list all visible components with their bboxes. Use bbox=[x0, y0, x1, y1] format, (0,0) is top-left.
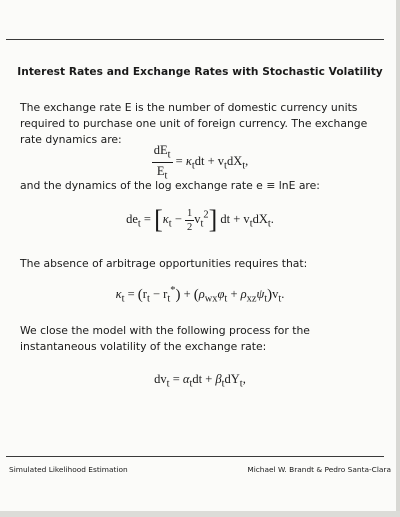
equation-log-exchange-rate-dynamics: $de_t = [\kappa_t$ − $\frac{1}{2}$ $v_t^2$] dt + $v_tdX_t$. bbox=[126, 205, 274, 234]
bottom-rule bbox=[6, 456, 384, 457]
paragraph-no-arbitrage: The absence of arbitrage opportunities requires that: bbox=[20, 257, 308, 270]
page-bottom-shadow bbox=[0, 511, 400, 517]
equation-volatility-process: $dv_t = \alpha_tdt + \beta_tdY_t$, bbox=[154, 372, 246, 390]
footer-left-title: Simulated Likelihood Estimation bbox=[9, 465, 128, 474]
equation-no-arbitrage: $\kappa_t = (r_t - r_t^*) + (\rho_{wx}\varphi_t + \rho_{xz}\psi_t)v_t$. bbox=[115, 285, 285, 305]
slide-title: Interest Rates and Exchange Rates with Stochastic Volatility bbox=[17, 66, 383, 78]
paragraph-log-exchange-rate: and the dynamics of the log exchange rate e ≡ lnE are: bbox=[20, 179, 320, 192]
footer-right-authors: Michael W. Brandt & Pedro Santa-Clara bbox=[247, 465, 391, 474]
paragraph-volatility-process: We close the model with the following process for the instantaneous volatility of the exchange rate: bbox=[20, 324, 310, 353]
top-rule bbox=[6, 39, 384, 40]
paragraph-exchange-rate: The exchange rate E is the number of domestic currency units required to purchase one unit of foreign currency. The exchange rate dynamics are: bbox=[20, 101, 368, 146]
equation-exchange-rate-dynamics: $\frac{dE_t}{E_t}$ = $\kappa_tdt + v_tdX_t$, bbox=[153, 143, 249, 181]
